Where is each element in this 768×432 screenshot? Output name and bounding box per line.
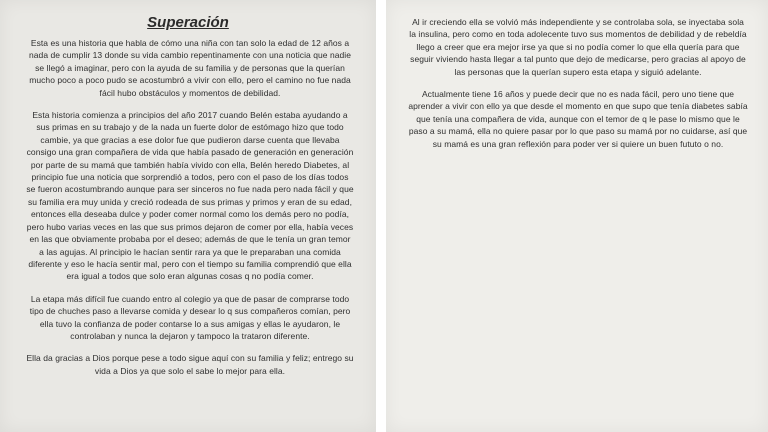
paragraph: Esta historia comienza a principios del año 2017 cuando Belén estaba ayudando a sus primas en su trabajo y de la nada un fuerte dolor de estómago hizo que todo cambie, ya que gracias a ese dolor fue que pudieron darse cuenta que llevaba consigo una gran compañera de vida que había pasado de generación en generación por parte de su mamá que también había vivido con ella, Belén heredo Diabetes, al principio fue una noticia que sorprendió a todos, pero con el paso de los días todos se fueron acostumbrando aunque para ser sinceros no fue nada pero nada fácil y que su familia era muy unida y creció rodeada de sus primas y primos y eran de su edad, entonces ella deseaba dulce y poder comer normal como los demás pero no podía, pero hubo varias veces en las que sus primos dejaron de comer por ella, había veces en las que obviamente probaba por el deseo; además de que le tenía un gran temor a las agujas. Al principio le hacían sentir rara ya que le preparaban una comida diferente y eso le hacía sentir mal, pero con el tiempo su familia comprendió que ella era igual a todos que solo eran algunas cosas q no podía comer.	[26, 110, 354, 282]
right-page	[386, 0, 768, 432]
paragraph: Esta es una historia que habla de cómo una niña con tan solo la edad de 12 años a nada de cumplir 13 donde su vida cambio repentinamente con una noticia que nadie se llegó a imaginar, pero con la ayuda de su familia y de personas que la querían mucho poco a poco pudo se acostumbró a vivir con ello, pero el camino no fue nada fácil hubo obstáculos y momentos de debilidad.	[28, 38, 352, 98]
paragraph: Actualmente tiene 16 años y puede decir que no es nada fácil, pero uno tiene que aprender a vivir con ello ya que desde el momento en que supo que tenía diabetes sabía que tenía una compañera de vida, aunque con el temor de q le pase lo mismo que le paso a su mamá, ella no quiere pasar por lo que paso su mamá por no cuidarse, así que su mamá es una gran reflexión para poder ver si quiere un buen fututo o no.	[408, 89, 748, 149]
paragraph: Al ir creciendo ella se volvió más independiente y se controlaba sola, se inyectaba sola la insulina, pero como en toda adolecente tuvo sus momentos de debilidad y de rebeldía llego a creer que era mejor irse ya que si no podía comer lo que ella quería para que seguir viviendo hasta llegar a tal punto que dejo de medicarse, pero gracias al apoyo de las personas que la querían supero esta etapa y siguió adelante.	[409, 17, 747, 77]
paragraph: Ella da gracias a Dios porque pese a todo sigue aquí con su familia y feliz; entrego su vida a Dios ya que solo el sabe lo mejor para ella.	[26, 353, 354, 376]
page-divider	[376, 0, 386, 432]
paragraph: La etapa más difícil fue cuando entro al colegio ya que de pasar de comprarse todo tipo de chuches paso a llevarse comida y desear lo q sus compañeros comían, pero ella tuvo la confianza de poder contarse lo a sus amigas y ellas le ayudaron, le controlaban y nunca la dejaron y tampoco la trataron diferente.	[29, 293, 351, 341]
right-page-text	[386, 16, 768, 150]
document-title: Superación	[147, 14, 229, 31]
left-page	[0, 0, 376, 432]
left-page-text	[0, 37, 376, 377]
